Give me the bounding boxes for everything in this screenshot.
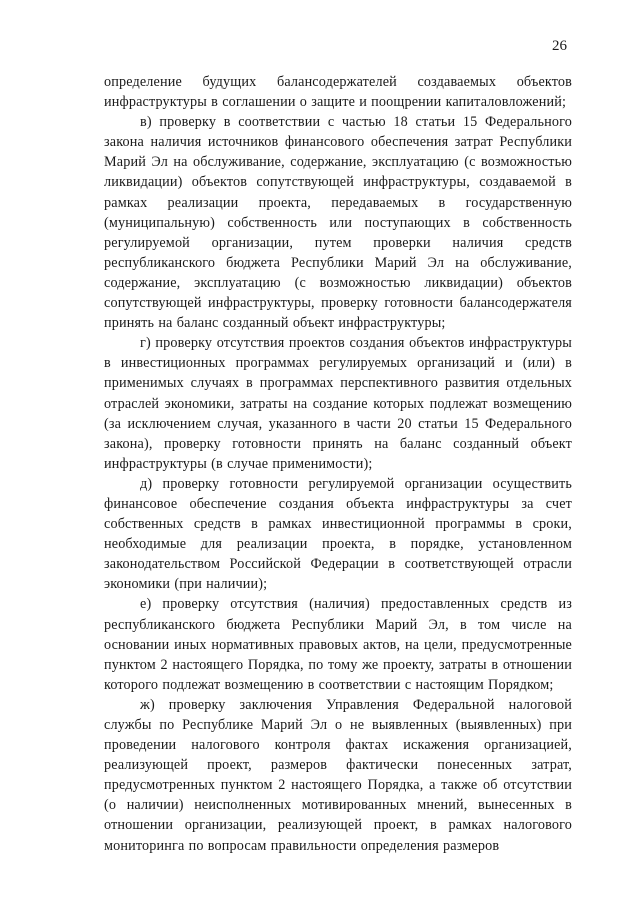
document-body — [104, 72, 572, 856]
paragraph-item-e: е) проверку отсутствия (наличия) предоставленных средств из республиканского бюджета Республики Марий Эл, в том числе на основании иных нормативных правовых актов, на цели, предусмотренные пунктом 2 настоящего Порядка, по тому же проекту, затраты в отношении которого подлежат возмещению в соответствии с настоящим Порядком; — [104, 596, 572, 693]
page-number: 26 — [552, 38, 567, 54]
paragraph-item-g: г) проверку отсутствия проектов создания объектов инфраструктуры в инвестиционных программах регулируемых организаций и (или) в применимых случаях в программах перспективного развития отдельных отраслей экономики, затраты на создание которых подлежат возмещению (за исключением случая, указанного в части 20 статьи 15 Федерального закона), проверку готовности принять на баланс созданный объект инфраструктуры (в случае применимости); — [104, 335, 572, 472]
paragraph-item-v: в) проверку в соответствии с частью 18 статьи 15 Федерального закона наличия источников финансового обеспечения затрат Республики Марий Эл на обслуживание, содержание, эксплуатацию (с возможностью ликвидации) объектов сопутствующей инфраструктуры, создаваемой в рамках реализации проекта, передаваемых в государственную (муниципальную) собственность или поступающих в собственность регулируемой организации, путем проверки наличия средств республиканского бюджета Республики Марий Эл на обслуживание, содержание, эксплуатацию (с возможностью ликвидации) объектов сопутствующей инфраструктуры, проверку готовности балансодержателя принять на баланс созданный объект инфраструктуры; — [104, 114, 572, 332]
paragraph-continuation: определение будущих балансодержателей создаваемых объектов инфраструктуры в соглашении о защите и поощрении капиталовложений; — [104, 74, 572, 111]
paragraph-item-d: д) проверку готовности регулируемой организации осуществить финансовое обеспечение создания объекта инфраструктуры за счет собственных средств в рамках инвестиционной программы в сроки, необходимые для реализации проекта, в порядке, установленном законодательством Российской Федерации в соответствующей отрасли экономики (при наличии); — [104, 475, 572, 593]
paragraph-item-zh: ж) проверку заключения Управления Федеральной налоговой службы по Республике Марий Эл о не выявленных (выявленных) при проведении налогового контроля фактах искажения организацией, реализующей проект, размеров фактически понесенных затрат, предусмотренных пунктом 2 настоящего Порядка, а также об отсутствии (о наличии) неисполненных мотивированных мнений, вынесенных в отношении организации, реализующей проект, в рамках налогового мониторинга по вопросам правильности определения размеров — [104, 696, 572, 854]
